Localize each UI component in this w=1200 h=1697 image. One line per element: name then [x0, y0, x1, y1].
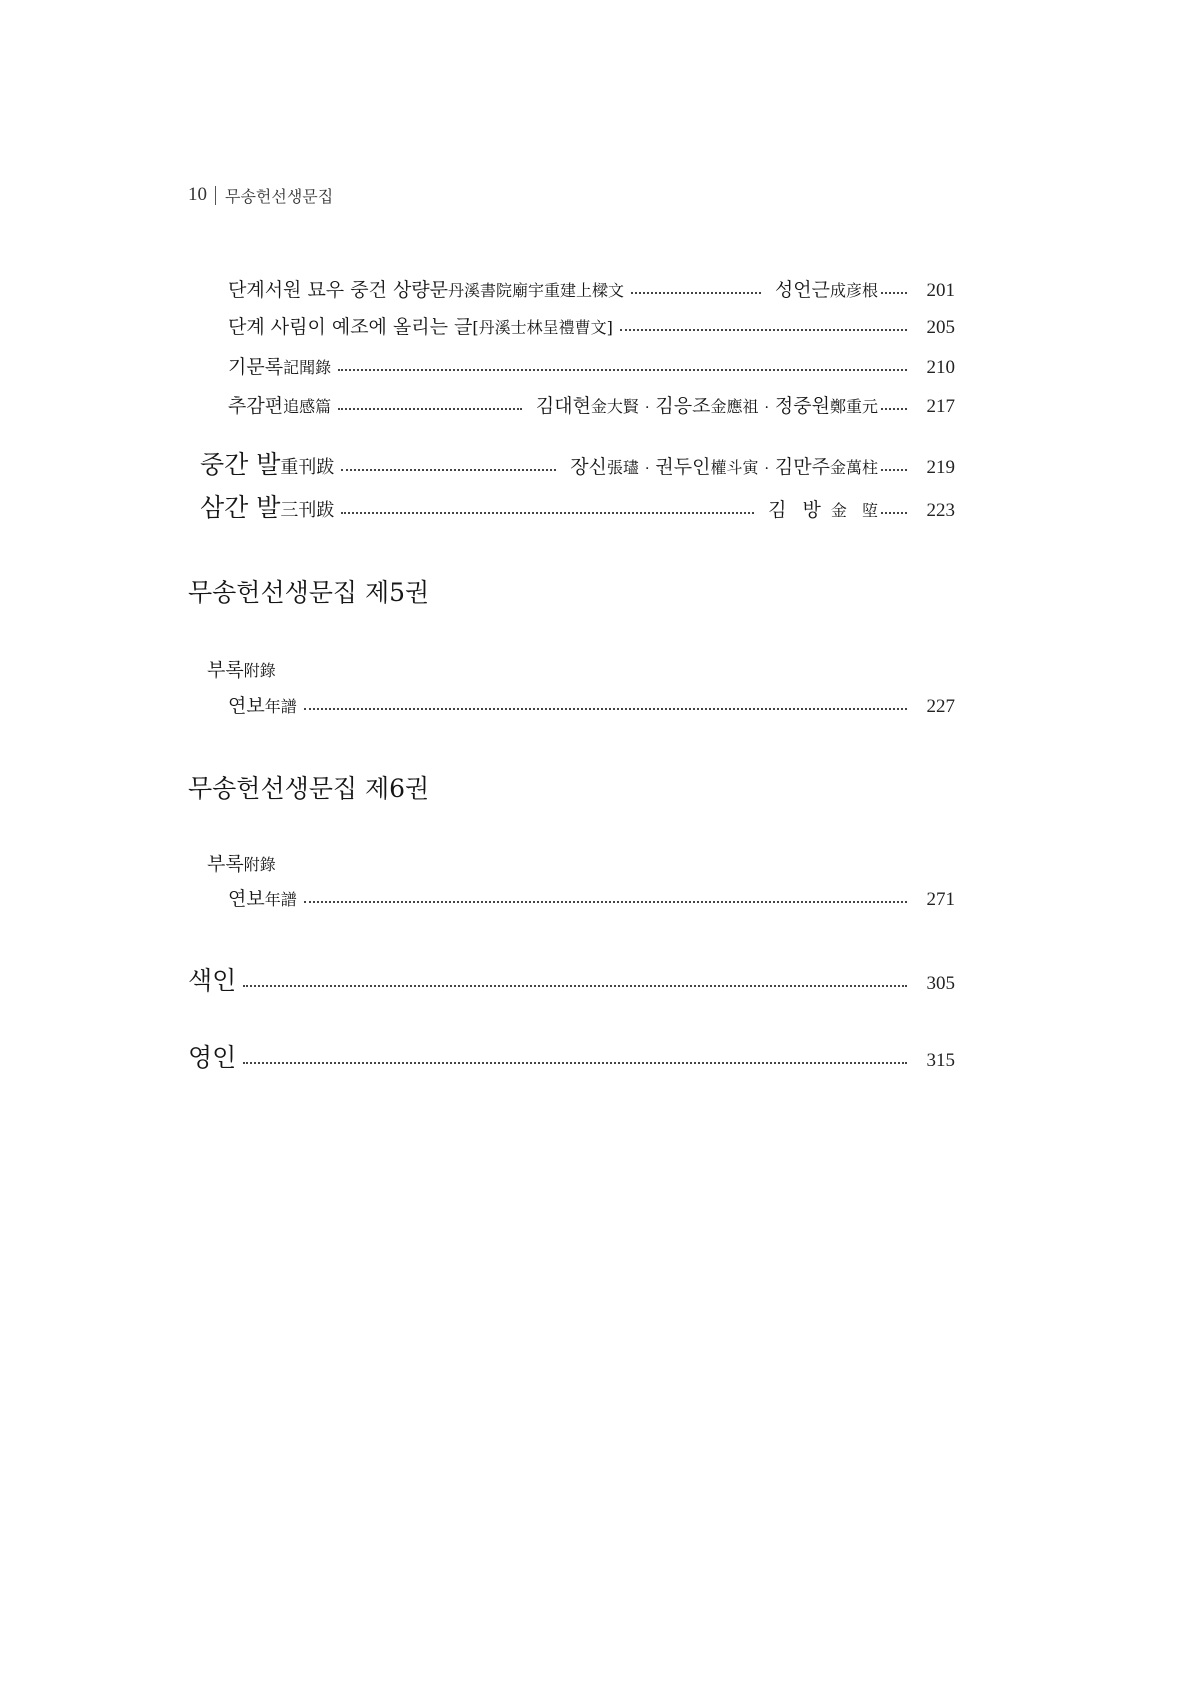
entry-page-number: 210	[926, 357, 955, 378]
section-title: 부록	[207, 659, 244, 681]
author-name: 김 방	[768, 499, 821, 521]
author-separator: ·	[644, 461, 650, 477]
dot-leader	[341, 469, 556, 471]
entry-page-number: 201	[926, 280, 955, 301]
author-name-hanja: 成彦根	[829, 281, 878, 300]
volume-heading: 무송헌선생문집 제5권	[188, 578, 430, 607]
entry-title-hanja: 三刊跋	[280, 500, 335, 521]
entry-page-number: 227	[926, 696, 955, 717]
toc-entry	[228, 393, 955, 419]
author-name: 김만주	[774, 456, 830, 478]
entry-title: 연보	[228, 888, 265, 910]
dot-leader	[881, 292, 907, 294]
entry-title-hanja: 年譜	[264, 890, 297, 909]
entry-title-hanja: 重刊跋	[280, 457, 335, 478]
toc-entry-index	[188, 964, 955, 998]
toc-entry	[228, 886, 955, 912]
author-name-hanja: 金應祖	[710, 397, 759, 416]
dot-leader	[881, 512, 907, 514]
author-name-hanja: 權斗寅	[710, 458, 759, 477]
entry-page-number: 217	[926, 396, 955, 417]
author-name: 권두인	[655, 456, 711, 478]
entry-title: 영인	[188, 1043, 237, 1072]
entry-title-hanja: [丹溪士林呈禮曹文]	[472, 318, 613, 337]
dot-leader	[620, 329, 907, 331]
toc-entry	[228, 277, 955, 303]
author-name: 성언근	[774, 279, 830, 301]
toc-entry	[228, 354, 955, 380]
author-name: 김응조	[655, 395, 711, 417]
section-title-hanja: 附錄	[243, 661, 276, 680]
volume-heading: 무송헌선생문집 제6권	[188, 774, 430, 803]
toc-entry	[228, 693, 955, 719]
entry-page-number: 219	[926, 457, 955, 478]
header-divider	[215, 186, 216, 205]
author-name: 정중원	[774, 395, 830, 417]
author-name: 김대현	[535, 395, 591, 417]
entry-title: 추감편	[228, 395, 284, 417]
entry-title: 삼간 발	[200, 493, 281, 522]
section-title: 부록	[207, 853, 244, 875]
dot-leader	[243, 985, 907, 987]
entry-title-hanja: 丹溪書院廟宇重建上樑文	[448, 281, 625, 300]
running-header	[188, 183, 333, 207]
entry-page-number: 271	[926, 889, 955, 910]
entry-authors	[775, 277, 878, 304]
entry-authors	[570, 450, 878, 486]
author-name-hanja: 金萬柱	[829, 458, 878, 477]
entry-page-number: 223	[926, 500, 955, 521]
entry-page-number: 305	[926, 973, 955, 994]
dot-leader	[243, 1062, 907, 1064]
dot-leader	[881, 469, 907, 471]
entry-page-number: 315	[926, 1050, 955, 1071]
entry-title: 단계 사림이 예조에 올리는 글	[228, 316, 473, 338]
entry-title-hanja: 記聞錄	[283, 358, 332, 377]
entry-authors	[536, 393, 878, 421]
author-name-hanja: 張璶	[606, 458, 639, 477]
dot-leader	[304, 708, 907, 710]
book-title: 무송헌선생문집	[225, 186, 334, 206]
section-label	[207, 657, 276, 683]
section-label	[207, 851, 276, 877]
author-separator: ·	[764, 400, 769, 416]
author-name-hanja: 金大賢	[590, 397, 639, 416]
dot-leader	[338, 369, 907, 371]
toc-entry	[228, 314, 955, 340]
entry-title: 색인	[188, 966, 237, 995]
author-separator: ·	[764, 461, 769, 477]
author-separator: ·	[644, 400, 650, 416]
author-name-hanja: 鄭重元	[829, 397, 878, 416]
section-title-hanja: 附錄	[243, 855, 276, 874]
entry-title: 기문록	[228, 356, 284, 378]
dot-leader	[631, 292, 761, 294]
entry-title: 단계서원 묘우 중건 상량문	[228, 279, 449, 301]
entry-authors	[768, 493, 878, 528]
toc-entry-facsimile	[188, 1041, 955, 1075]
author-name-hanja: 金 埅	[830, 501, 878, 520]
entry-title-hanja: 年譜	[264, 697, 297, 716]
dot-leader	[304, 901, 907, 903]
entry-page-number: 205	[926, 317, 955, 338]
toc-entry	[200, 491, 955, 525]
entry-title-hanja: 追感篇	[283, 397, 332, 416]
author-name: 장신	[570, 456, 607, 478]
dot-leader	[338, 408, 522, 410]
page-number: 10	[188, 184, 207, 205]
dot-leader	[341, 512, 754, 514]
dot-leader	[881, 408, 907, 410]
toc-entry	[200, 448, 955, 482]
entry-title: 중간 발	[200, 450, 281, 479]
entry-title: 연보	[228, 695, 265, 717]
